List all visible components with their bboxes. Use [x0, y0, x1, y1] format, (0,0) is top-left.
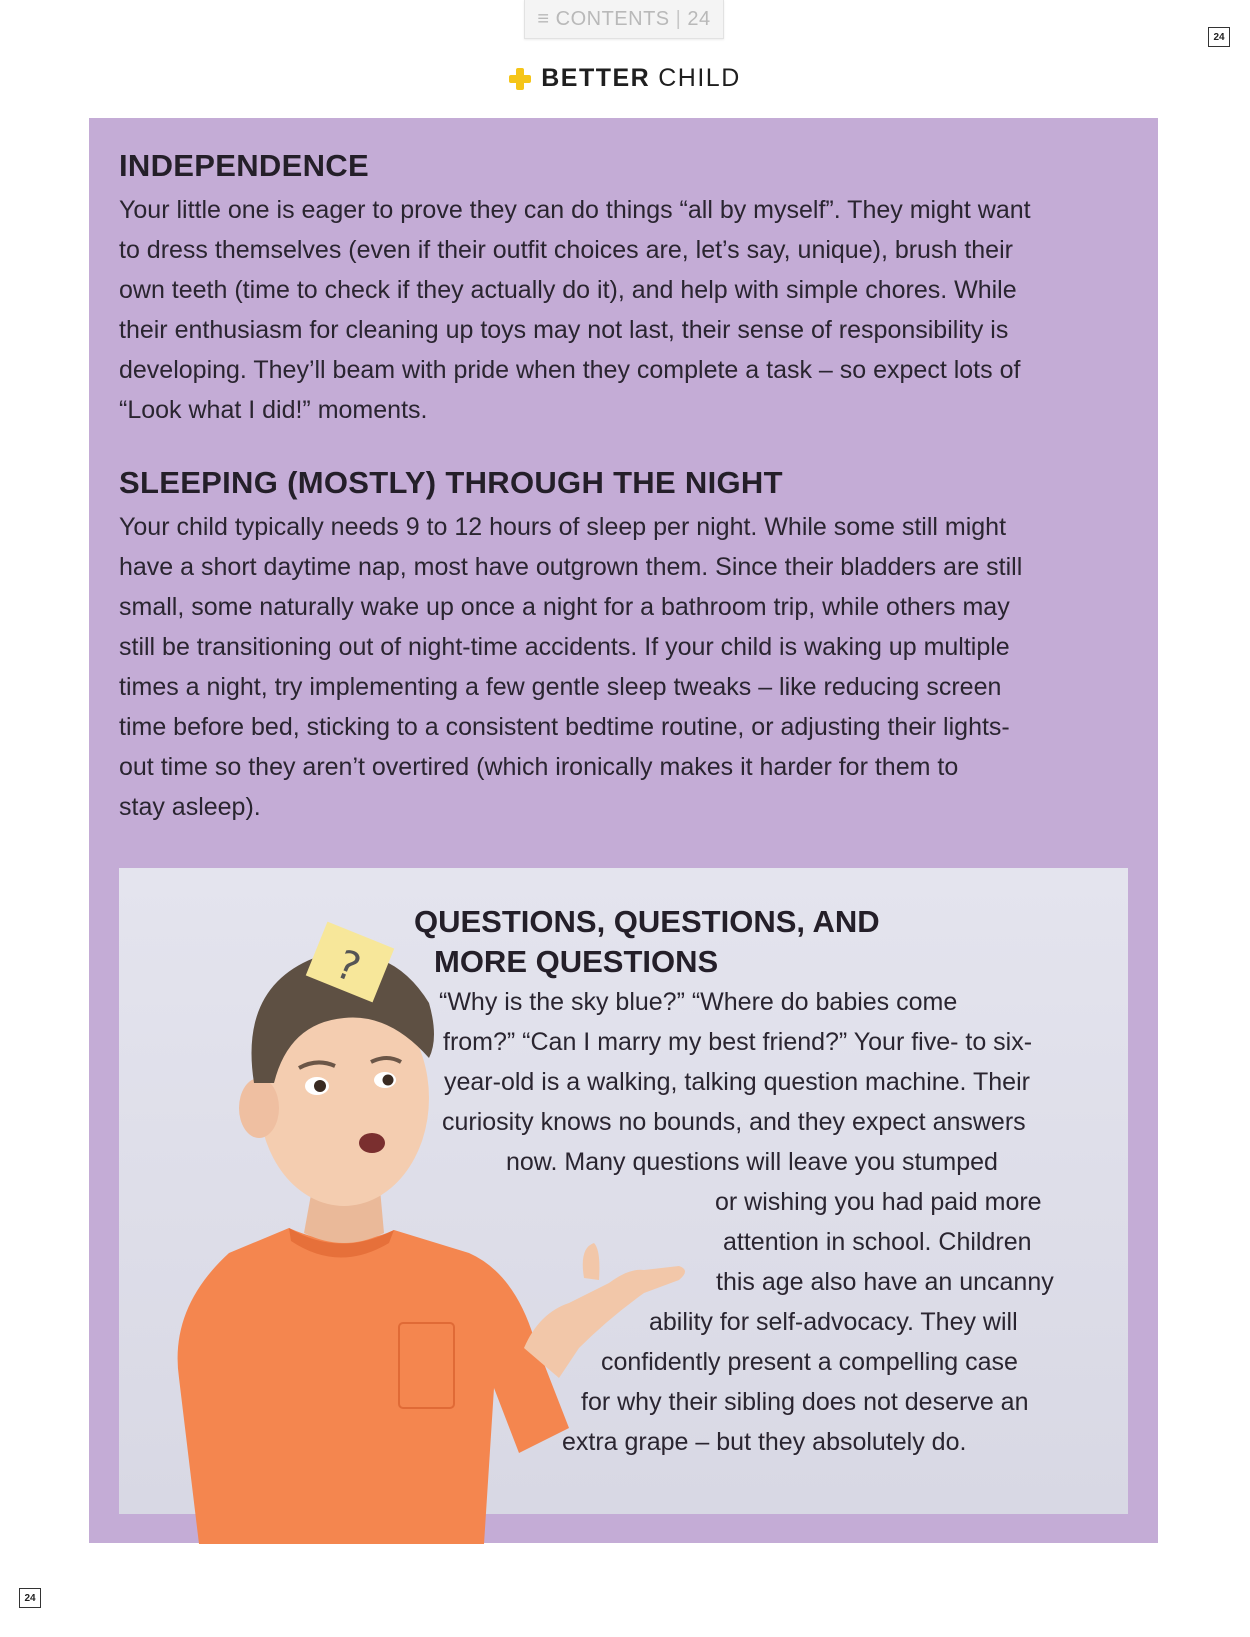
page-number-badge-bottom[interactable]: 24 — [19, 1588, 41, 1608]
sleeping-body — [119, 507, 1139, 827]
body-line: for why their sibling does not deserve an — [581, 1388, 1029, 1416]
body-line: ability for self-advocacy. They will — [649, 1308, 1018, 1336]
brand-name-light: CHILD — [658, 64, 741, 92]
body-line: own teeth (time to check if they actually do it), and help with simple chores. While — [119, 276, 1017, 304]
contents-page-number: 24 — [687, 7, 711, 30]
plus-cross-icon — [509, 68, 531, 90]
sleeping-heading: SLEEPING (MOSTLY) THROUGH THE NIGHT — [119, 465, 783, 500]
body-line: have a short daytime nap, most have outgrown them. Since their bladders are still — [119, 553, 1023, 581]
body-line: developing. They’ll beam with pride when they complete a task – so expect lots of — [119, 356, 1021, 384]
body-line: from?” “Can I marry my best friend?” Your five- to six- — [443, 1028, 1033, 1056]
body-line: now. Many questions will leave you stumped — [506, 1148, 998, 1176]
independence-heading: INDEPENDENCE — [119, 148, 369, 183]
body-line: stay asleep). — [119, 793, 261, 821]
body-line: confidently present a compelling case — [601, 1348, 1018, 1376]
body-line: extra grape – but they absolutely do. — [562, 1428, 967, 1456]
body-line: curiosity knows no bounds, and they expect answers — [442, 1108, 1026, 1136]
body-line: year-old is a walking, talking question machine. Their — [444, 1068, 1030, 1096]
body-line: or wishing you had paid more — [715, 1188, 1042, 1216]
sleeping-section — [119, 463, 1139, 827]
body-line: “Why is the sky blue?” “Where do babies come — [439, 988, 958, 1016]
body-line: times a night, try implementing a few gentle sleep tweaks – like reducing screen — [119, 673, 1002, 701]
body-line: their enthusiasm for cleaning up toys may not last, their sense of responsibility is — [119, 316, 1009, 344]
contents-tab[interactable] — [524, 0, 724, 39]
independence-body — [119, 190, 1139, 430]
body-line: small, some naturally wake up once a night for a bathroom trip, while others may — [119, 593, 1010, 621]
body-line: out time so they aren’t overtired (which ironically makes it harder for them to — [119, 753, 959, 781]
body-line: “Look what I did!” moments. — [119, 396, 428, 424]
body-line: attention in school. Children — [723, 1228, 1032, 1256]
contents-divider: | — [675, 7, 682, 30]
body-line: still be transitioning out of night-time accidents. If your child is waking up multiple — [119, 633, 1010, 661]
questions-heading — [414, 902, 880, 982]
body-line: Your little one is eager to prove they can do things “all by myself”. They might want — [119, 196, 1031, 224]
question-mark-note: ? — [329, 941, 367, 992]
body-line: to dress themselves (even if their outfit choices are, let’s say, unique), brush their — [119, 236, 1013, 264]
independence-section — [119, 146, 1139, 430]
body-line: this age also have an uncanny — [716, 1268, 1054, 1296]
brand-name-bold: BETTER — [541, 64, 651, 92]
content-panel — [89, 118, 1158, 1543]
questions-inset — [119, 868, 1128, 1514]
orange-shirt — [178, 1228, 569, 1544]
questions-heading-line: MORE QUESTIONS — [434, 944, 719, 979]
page-number-badge-top[interactable]: 24 — [1208, 27, 1230, 47]
questions-heading-line: QUESTIONS, QUESTIONS, AND — [414, 904, 880, 939]
brand-logo — [0, 64, 1250, 93]
body-line: time before bed, sticking to a consistent bedtime routine, or adjusting their lights- — [119, 713, 1010, 741]
body-line: Your child typically needs 9 to 12 hours of sleep per night. While some still might — [119, 513, 1007, 541]
contents-label: ≡ CONTENTS — [537, 7, 670, 30]
surprised-mouth — [359, 1133, 385, 1153]
